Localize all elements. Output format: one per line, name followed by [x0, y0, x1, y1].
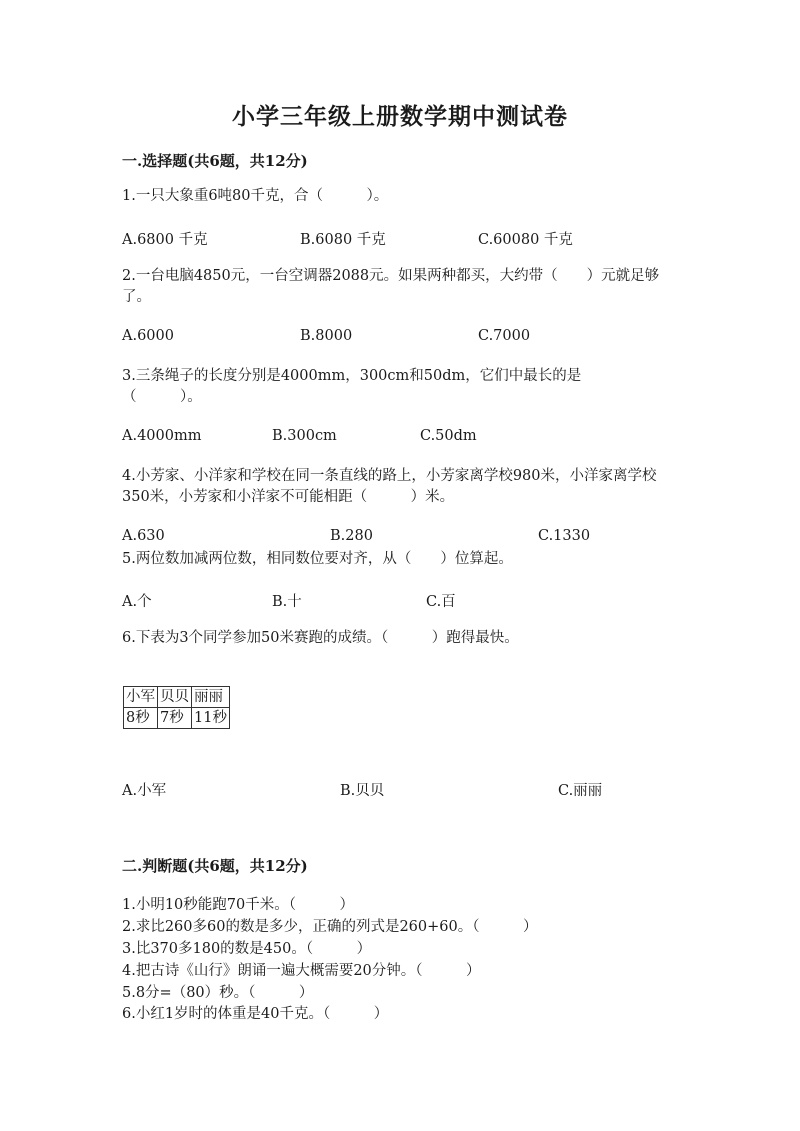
table-cell: 11秒: [192, 708, 230, 729]
question-6-option-c: C.丽丽: [558, 783, 603, 799]
table-header-cell: 小军: [124, 687, 158, 708]
question-5-option-a: A.个: [122, 594, 152, 610]
question-2-option-a: A.6000: [122, 328, 174, 344]
table-cell: 8秒: [124, 708, 158, 729]
question-5-option-b: B.十: [272, 594, 302, 610]
question-4-option-b: B.280: [330, 528, 373, 544]
question-1-option-b: B.6080 千克: [300, 232, 386, 248]
table-row: [124, 708, 230, 729]
question-2-option-c: C.7000: [478, 328, 531, 344]
question-6-option-b: B.贝贝: [340, 783, 385, 799]
judge-item-2: 2.求比260多60的数是多少，正确的列式是260+60。（ ）: [122, 919, 538, 935]
question-4-option-c: C.1330: [538, 528, 591, 544]
section-heading-choice: 一.选择题(共6题，共12分): [122, 152, 308, 170]
question-4-stem: 4.小芳家、小洋家和学校在同一条直线的路上，小芳家离学校980米，小洋家离学校350米，小芳家和小洋家不可能相距（ ）米。: [122, 468, 657, 505]
section-heading-judge: 二.判断题(共6题，共12分): [122, 857, 308, 875]
question-6-option-a: A.小军: [122, 783, 167, 799]
question-4-option-a: A.630: [122, 528, 165, 544]
judge-item-5: 5.8分=（80）秒。（ ）: [122, 985, 314, 1001]
question-1-option-a: A.6800 千克: [122, 232, 208, 248]
table-header-cell: 贝贝: [158, 687, 192, 708]
judge-item-6: 6.小红1岁时的体重是40千克。（ ）: [122, 1006, 389, 1022]
table-row: [124, 687, 230, 708]
table-header-cell: 丽丽: [192, 687, 230, 708]
question-5-option-c: C.百: [426, 594, 456, 610]
question-5-stem: 5.两位数加减两位数，相同数位要对齐，从（ ）位算起。: [122, 551, 513, 567]
judge-item-1: 1.小明10秒能跑70千米。（ ）: [122, 897, 354, 913]
judge-item-4: 4.把古诗《山行》朗诵一遍大概需要20分钟。（ ）: [122, 963, 481, 979]
judge-item-3: 3.比370多180的数是450。（ ）: [122, 941, 372, 957]
question-3-option-a: A.4000mm: [122, 428, 202, 444]
question-2-option-b: B.8000: [300, 328, 353, 344]
race-results-table: [123, 686, 230, 729]
question-1-option-c: C.60080 千克: [478, 232, 573, 248]
question-2-stem: 2.一台电脑4850元，一台空调器2088元。如果两种都买，大约带（ ）元就足够了。: [122, 268, 660, 305]
table-cell: 7秒: [158, 708, 192, 729]
question-3-stem: 3.三条绳子的长度分别是4000mm，300cm和50dm，它们中最长的是（ ）。: [122, 368, 582, 405]
question-3-option-b: B.300cm: [272, 428, 337, 444]
question-6-stem: 6.下表为3个同学参加50米赛跑的成绩。（ ）跑得最快。: [122, 630, 519, 646]
question-3-option-c: C.50dm: [420, 428, 477, 444]
page-title: 小学三年级上册数学期中测试卷: [232, 103, 568, 130]
question-1-stem: 1.一只大象重6吨80千克，合（ ）。: [122, 188, 389, 204]
